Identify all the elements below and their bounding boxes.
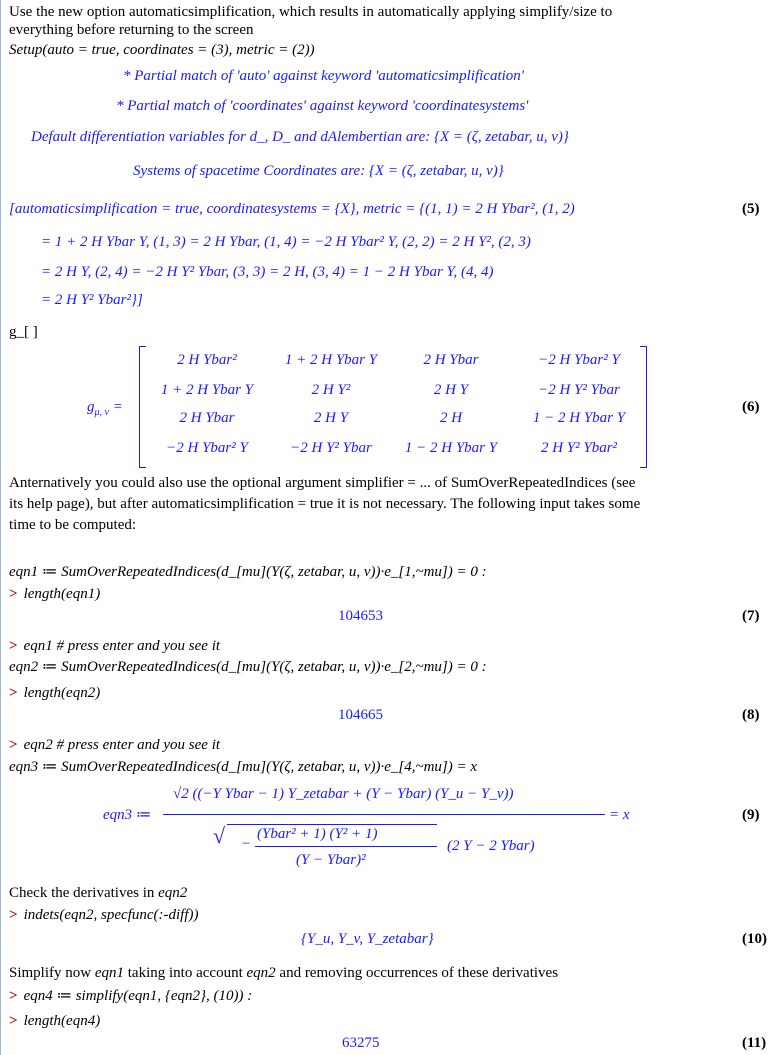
eqn1-length-input[interactable] [9, 585, 100, 603]
simplify-text-b: eqn1 [94, 965, 125, 981]
indets-command: indets(eqn2, specfunc(:-diff)) [23, 907, 199, 923]
prompt-marker: > [9, 638, 18, 654]
eqn3-inner-numerator: (Ybar² + 1) (Y² + 1) [257, 826, 378, 842]
eqn2-length-value: 104665 [338, 707, 383, 723]
simplify-text-c: taking into account [124, 965, 247, 981]
eqn3-command[interactable]: eqn3 ≔ SumOverRepeatedIndices(d_[mu](Y(ζ, zetabar, u, v))·e_[4,~mu]) = x [9, 759, 478, 775]
equation-label-8: (8) [742, 707, 760, 723]
eqn4-length-command: length(eqn4) [23, 1013, 101, 1029]
eqn2-display-command: eqn2 # press enter and you see it [23, 737, 221, 753]
matrix-cell: 2 H Y [313, 410, 349, 426]
eqn2-display-input[interactable] [9, 736, 220, 754]
eqn4-length-value: 63275 [342, 1035, 380, 1051]
matrix-cell: 2 H Ybar [179, 410, 235, 426]
indets-input[interactable] [9, 906, 199, 924]
matrix-right-bracket [640, 346, 647, 468]
metric-command[interactable]: g_[ ] [9, 324, 38, 340]
matrix-cell: 2 H Y² [311, 382, 351, 398]
eqn3-fraction-bar [163, 814, 605, 815]
note-line-1: Anternatively you could also use the optional argument simplifier = ... of SumOverRepeatedIndices (see [9, 475, 636, 491]
check-derivatives-text [9, 884, 187, 902]
eqn4-command: eqn4 ≔ simplify(eqn1, {eqn2}, (10)) : [23, 988, 253, 1004]
simplify-text-a: Simplify now [9, 965, 95, 981]
eqn4-length-input[interactable] [9, 1012, 100, 1030]
partial-match-auto: * Partial match of 'auto' against keyword 'automaticsimplification' [123, 68, 525, 84]
matrix-cell: 1 − 2 H Ybar Y [532, 410, 626, 426]
prompt-marker: > [9, 586, 18, 602]
matrix-left-bracket [139, 346, 146, 468]
check-text-a: Check the derivatives in [9, 885, 159, 901]
matrix-cell: −2 H Y² Ybar [538, 382, 620, 398]
setup-result-line-1: [automaticsimplification = true, coordinatesystems = {X}, metric = {(1, 1) = 2 H Ybar², (1, 2) [9, 201, 575, 217]
check-text-b: eqn2 [158, 885, 188, 901]
simplify-text-e: and removing occurrences of these derivatives [275, 965, 559, 981]
prompt-marker: > [9, 988, 18, 1004]
eqn3-numerator: √2 ((−Y Ybar − 1) Y_zetabar + (Y − Ybar) (Y_u − Y_v)) [173, 786, 514, 802]
matrix-cell: −2 H Y² Ybar [290, 440, 372, 456]
eqn3-inner-fraction: − [241, 836, 252, 852]
setup-result-line-4: = 2 H Y² Ybar²}] [41, 292, 143, 308]
matrix-cell: −2 H Ybar² Y [166, 440, 248, 456]
spacetime-coordinates: Systems of spacetime Coordinates are: {X = (ζ, zetabar, u, v)} [133, 163, 504, 179]
eqn3-denominator-tail: (2 Y − 2 Ybar) [447, 838, 535, 854]
eqn3-inner-bar [255, 846, 437, 847]
eqn3-radical-sign: √ [213, 823, 226, 848]
matrix-cell: 2 H Y² Ybar² [540, 440, 618, 456]
prompt-marker: > [9, 685, 18, 701]
simplify-text-d: eqn2 [246, 965, 276, 981]
eqn1-length-command: length(eqn1) [23, 586, 101, 602]
intro-text-line-1: Use the new option automaticsimplification, which results in automatically applying simplify/size to [9, 4, 613, 20]
equation-label-7: (7) [742, 608, 760, 624]
simplify-text [9, 964, 558, 982]
equation-label-6: (6) [742, 399, 760, 415]
metric-lhs-symbol: g [87, 399, 95, 415]
eqn3-rhs: = x [609, 807, 630, 823]
partial-match-coordinates: * Partial match of 'coordinates' against keyword 'coordinatesystems' [116, 98, 529, 114]
eqn2-length-input[interactable] [9, 684, 100, 702]
setup-result-line-2: = 1 + 2 H Ybar Y, (1, 3) = 2 H Ybar, (1, 4) = −2 H Ybar² Y, (2, 2) = 2 H Y², (2, 3) [41, 234, 531, 250]
eqn3-inner-denominator: (Y − Ybar)² [296, 852, 366, 868]
metric-lhs-indices: μ, ν [94, 407, 109, 418]
note-line-2: its help page), but after automaticsimplification = true it is not necessary. The following input takes some [9, 496, 641, 512]
metric-matrix [139, 346, 647, 466]
matrix-cell: 1 − 2 H Ybar Y [404, 440, 498, 456]
matrix-cell: 1 + 2 H Ybar Y [160, 382, 254, 398]
equation-label-10: (10) [742, 931, 767, 947]
matrix-cell: 2 H Y [433, 382, 469, 398]
eqn1-command[interactable]: eqn1 ≔ SumOverRepeatedIndices(d_[mu](Y(ζ, zetabar, u, v))·e_[1,~mu]) = 0 : [9, 564, 487, 580]
intro-text-line-2: everything before returning to the screen [9, 22, 254, 38]
eqn1-display-command: eqn1 # press enter and you see it [23, 638, 221, 654]
matrix-cell: 2 H Ybar [423, 352, 479, 368]
eqn3-radical-bar [227, 824, 437, 825]
matrix-cell: 1 + 2 H Ybar Y [284, 352, 378, 368]
eqn4-input[interactable] [9, 987, 252, 1005]
equation-label-9: (9) [742, 807, 760, 823]
matrix-cell: 2 H [439, 410, 463, 426]
indets-result: {Y_u, Y_v, Y_zetabar} [301, 931, 434, 947]
eqn2-command[interactable]: eqn2 ≔ SumOverRepeatedIndices(d_[mu](Y(ζ, zetabar, u, v))·e_[2,~mu]) = 0 : [9, 659, 487, 675]
setup-result-line-3: = 2 H Y, (2, 4) = −2 H Y² Ybar, (3, 3) = 2 H, (3, 4) = 1 − 2 H Ybar Y, (4, 4) [41, 264, 494, 280]
eqn1-length-value: 104653 [338, 608, 383, 624]
setup-command[interactable]: Setup(auto = true, coordinates = (3), metric = (2)) [9, 42, 315, 58]
prompt-marker: > [9, 737, 18, 753]
eqn1-display-input[interactable] [9, 637, 220, 655]
prompt-marker: > [9, 1013, 18, 1029]
prompt-marker: > [9, 907, 18, 923]
equation-label-5: (5) [742, 201, 760, 217]
metric-lhs: $g_{\mu, \nu}$ = [87, 399, 123, 418]
note-line-3: time to be computed: [9, 517, 137, 533]
eqn2-length-command: length(eqn2) [23, 685, 101, 701]
equation-label-11: (11) [742, 1035, 767, 1051]
default-diff-vars: Default differentiation variables for d_, D_ and dAlembertian are: {X = (ζ, zetabar, u, v)} [31, 129, 569, 145]
matrix-cell: −2 H Ybar² Y [538, 352, 620, 368]
eqn3-lhs: eqn3 ≔ [103, 807, 152, 823]
matrix-cell: 2 H Ybar² [177, 352, 237, 368]
